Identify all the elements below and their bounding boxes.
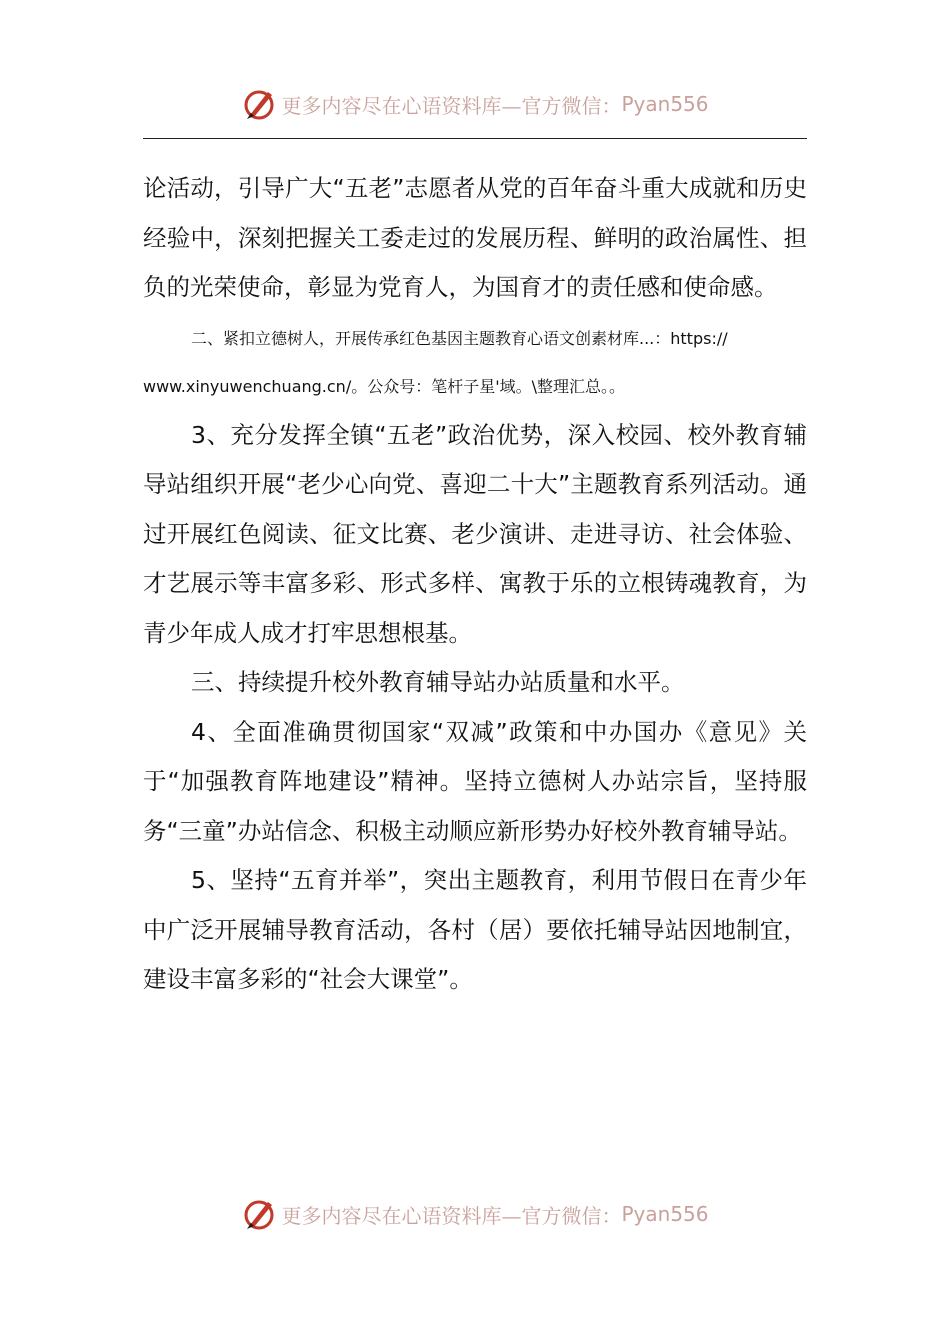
- footer-banner-text: 更多内容尽在心语资料库—官方微信：: [281, 1203, 622, 1228]
- section-2-heading: 二、紧扣立德树人，开展传承红色基因主题教育心语文创素材库...：https://: [191, 328, 728, 348]
- footer-wechat-id: Pyan556: [621, 1202, 709, 1226]
- header-banner-text: 更多内容尽在心语资料库—官方微信：: [281, 93, 622, 118]
- header-wechat-id: Pyan556: [621, 92, 709, 116]
- quill-pen-logo-icon: [241, 1196, 277, 1232]
- paragraph-4: 4、全面准确贯彻国家“双减”政策和中办国办《意见》关于“加强教育阵地建设”精神。坚持立德树人办站宗旨，坚持服务“三童”办站信念、积极主动顺应新形势办好校外教育辅导站。: [143, 717, 807, 845]
- header-divider: [143, 138, 807, 139]
- section-3-heading: 三、持续提升校外教育辅导站办站质量和水平。: [191, 668, 685, 696]
- quill-pen-logo-icon: [241, 86, 277, 122]
- paragraph-5: 5、坚持“五育并举”，突出主题教育，利用节假日在青少年中广泛开展辅导教育活动，各村（居）要依托辅导站因地制宜，建设丰富多彩的“社会大课堂”。: [143, 866, 807, 993]
- footer-banner: [0, 1192, 950, 1236]
- paragraph-3: 3、充分发挥全镇“五老”政治优势，深入校园、校外教育辅导站组织开展“老少心向党、喜迎二十大”主题教育系列活动。通过开展红色阅读、征文比赛、老少演讲、走进寻访、社会体验、才艺展示等丰富多彩、形式多样、寓教于乐的立根铸魂教育，为青少年成人成才打牢思想根基。: [143, 420, 807, 647]
- paragraph-1: 论活动，引导广大“五老”志愿者从党的百年奋斗重大成就和历史经验中，深刻把握关工委走过的发展历程、鲜明的政治属性、担负的光荣使命，彰显为党育人，为国育才的责任感和使命感。: [143, 174, 807, 301]
- document-body: [143, 164, 807, 1005]
- header-banner: [0, 82, 950, 126]
- section-2-url-line: www.xinyuwenchuang.cn/。公众号：笔杆子星'域。\整理汇总。。: [143, 376, 625, 396]
